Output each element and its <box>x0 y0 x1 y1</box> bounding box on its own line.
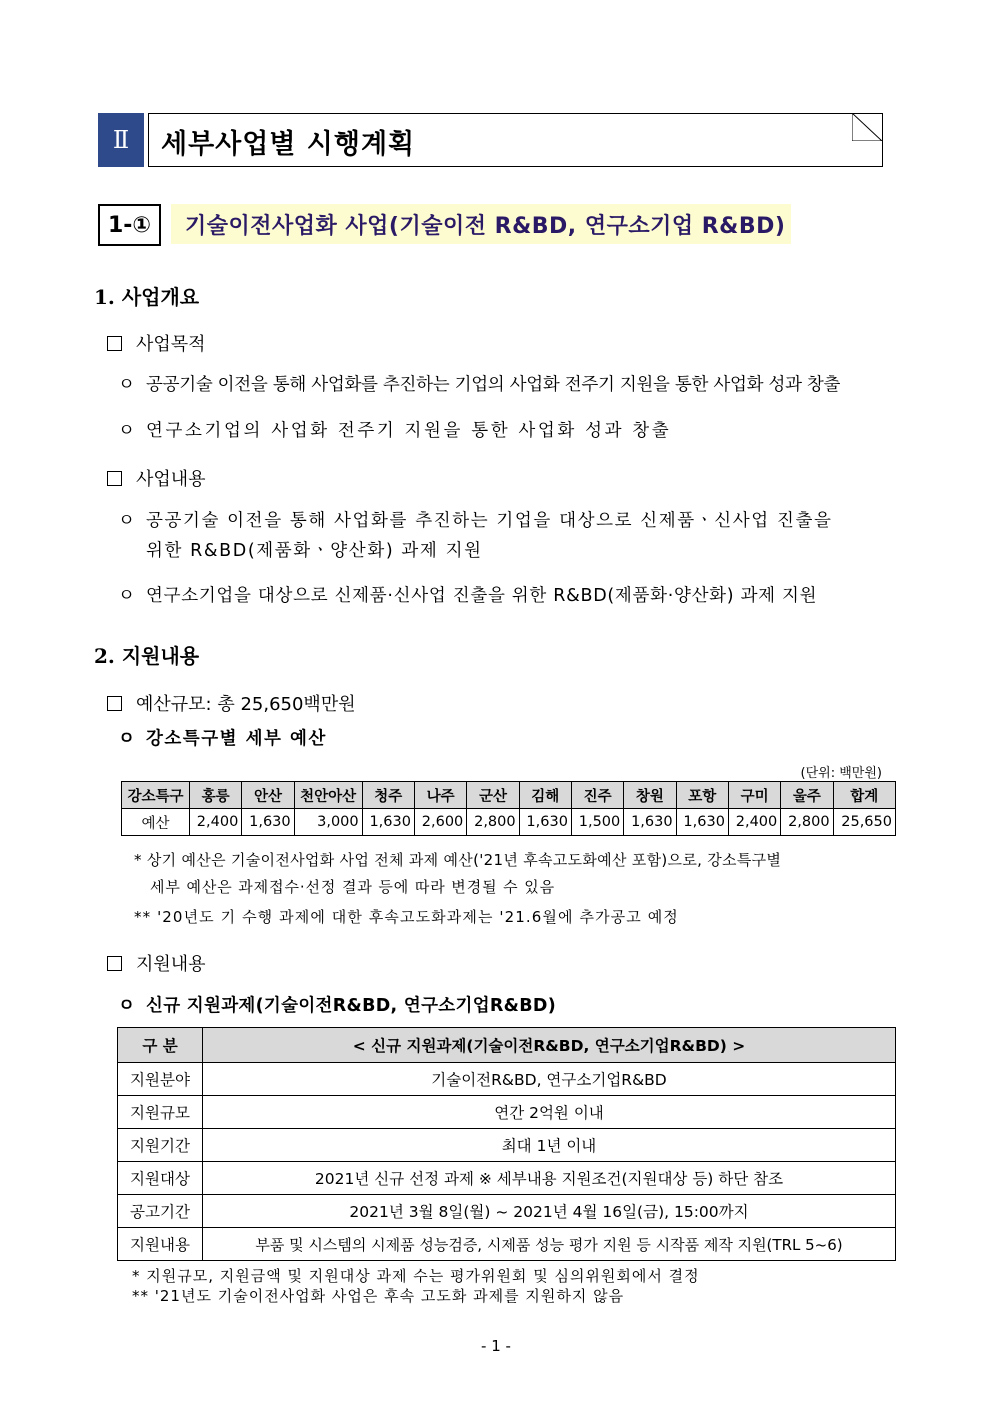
table-cell: 1,630 <box>519 809 571 836</box>
table-cell: 최대 1년 이내 <box>203 1129 896 1162</box>
table-header-cell: 구 분 <box>118 1028 203 1063</box>
table-cell: 1,630 <box>676 809 728 836</box>
circle-bullet-icon: ㅇ <box>118 996 135 1016</box>
table-cell: 연간 2억원 이내 <box>203 1096 896 1129</box>
table-cell: 부품 및 시스템의 시제품 성능검증, 시제품 성능 평가 지원 등 시작품 제작 지원(TRL 5~6) <box>203 1228 896 1261</box>
table-cell: 25,650 <box>833 809 895 836</box>
budget-table <box>121 781 896 836</box>
purpose-label: 사업목적 <box>136 334 206 355</box>
circle-bullet-icon: ㅇ <box>118 375 135 395</box>
content-item-1-cont: 위한 R&BD(제품화ㆍ양산화) 과제 지원 <box>146 541 483 561</box>
table-cell: 지원대상 <box>118 1162 203 1195</box>
circle-bullet-icon: ㅇ <box>118 586 135 606</box>
table-cell: 1,630 <box>362 809 414 836</box>
district-heading: 강소특구별 세부 예산 <box>146 729 327 749</box>
table-cell: 지원기간 <box>118 1129 203 1162</box>
table-header-cell: 강소특구 <box>122 782 190 809</box>
table-header-cell: 김해 <box>519 782 571 809</box>
table-row <box>118 1195 896 1228</box>
checkbox-square-icon <box>107 696 122 711</box>
content-label-item <box>107 465 206 491</box>
checkbox-square-icon <box>107 471 122 486</box>
table-header-row <box>122 782 896 809</box>
budget-note-2: ** '20년도 기 수행 과제에 대한 후속고도화과제는 '21.6월에 추가공고 예정 <box>134 908 679 926</box>
table-cell: 2,400 <box>189 809 241 836</box>
table-header-cell: 천안아산 <box>294 782 362 809</box>
table-header-cell: 울주 <box>781 782 833 809</box>
purpose-item-2: 연구소기업의 사업화 전주기 지원을 통한 사업화 성과 창출 <box>146 421 672 441</box>
table-cell: 3,000 <box>294 809 362 836</box>
table-header-row <box>118 1028 896 1063</box>
table-cell: 2021년 3월 8일(월) ~ 2021년 4월 16일(금), 15:00까지 <box>203 1195 896 1228</box>
checkbox-square-icon <box>107 956 122 971</box>
table-header-cell: 군산 <box>467 782 519 809</box>
table-cell: 기술이전R&BD, 연구소기업R&BD <box>203 1063 896 1096</box>
table-row <box>118 1228 896 1261</box>
table-header-cell: 청주 <box>362 782 414 809</box>
content-label: 사업내용 <box>136 469 206 490</box>
table-header-cell: 포항 <box>676 782 728 809</box>
content-item-2: 연구소기업을 대상으로 신제품·신사업 진출을 위한 R&BD(제품화·양산화) 과제 지원 <box>146 586 818 606</box>
content-item-1: 공공기술 이전을 통해 사업화를 추진하는 기업을 대상으로 신제품ㆍ신사업 진출을 <box>146 511 833 531</box>
circle-bullet-icon: ㅇ <box>118 421 135 441</box>
detail-label: 지원내용 <box>136 954 206 975</box>
table-cell: 2,400 <box>728 809 780 836</box>
table-cell: 지원분야 <box>118 1063 203 1096</box>
detail-label-item <box>107 950 206 976</box>
table-header-cell: 창원 <box>624 782 676 809</box>
table-cell: 2021년 신규 선정 과제 ※ 세부내용 지원조건(지원대상 등) 하단 참조 <box>203 1162 896 1195</box>
circle-bullet-icon: ㅇ <box>118 511 135 531</box>
table-cell: 1,500 <box>571 809 623 836</box>
footnote-1: * 지원규모, 지원금액 및 지원대상 과제 수는 평가위원회 및 심의위원회에서 결정 <box>132 1267 700 1285</box>
table-header-cell: 합계 <box>833 782 895 809</box>
table-row <box>118 1162 896 1195</box>
section-title-box <box>148 113 883 167</box>
table-header-cell: 나주 <box>414 782 466 809</box>
unit-label: (단위: 백만원) <box>800 766 882 781</box>
purpose-label-item <box>107 330 206 356</box>
checkbox-square-icon <box>107 336 122 351</box>
table-row <box>118 1096 896 1129</box>
table-cell: 1,630 <box>242 809 294 836</box>
table-cell: 2,800 <box>467 809 519 836</box>
table-cell: 지원내용 <box>118 1228 203 1261</box>
section-number: Ⅱ <box>98 113 144 167</box>
table-row <box>118 1129 896 1162</box>
circle-bullet-icon: ㅇ <box>118 729 135 749</box>
subsection-number: 1-① <box>98 204 161 246</box>
table-cell: 공고기간 <box>118 1195 203 1228</box>
table-cell: 2,800 <box>781 809 833 836</box>
table-cell: 2,600 <box>414 809 466 836</box>
overview-heading: 1. 사업개요 <box>94 285 200 309</box>
budget-label: 예산규모: 총 25,650백만원 <box>136 694 356 715</box>
support-heading: 2. 지원내용 <box>94 644 200 668</box>
section-header <box>98 113 882 167</box>
budget-note-1-cont: 세부 예산은 과제접수·선정 결과 등에 따라 변경될 수 있음 <box>150 878 555 896</box>
folded-corner-icon <box>852 113 882 141</box>
subsection-title: 기술이전사업화 사업(기술이전 R&BD, 연구소기업 R&BD) <box>171 204 791 244</box>
budget-label-item <box>107 690 356 716</box>
table-cell: 예산 <box>122 809 190 836</box>
table-header-cell: 안산 <box>242 782 294 809</box>
table-header-cell: 진주 <box>571 782 623 809</box>
task-table <box>117 1027 896 1261</box>
page-number: - 1 - <box>481 1337 511 1355</box>
table-header-cell: < 신규 지원과제(기술이전R&BD, 연구소기업R&BD) > <box>203 1028 896 1063</box>
new-task-heading: 신규 지원과제(기술이전R&BD, 연구소기업R&BD) <box>146 996 557 1016</box>
table-cell: 지원규모 <box>118 1096 203 1129</box>
purpose-item-1: 공공기술 이전을 통해 사업화를 추진하는 기업의 사업화 전주기 지원을 통한 사업화 성과 창출 <box>146 375 841 395</box>
table-row <box>122 809 896 836</box>
footnote-2: ** '21년도 기술이전사업화 사업은 후속 고도화 과제를 지원하지 않음 <box>132 1287 625 1305</box>
table-cell: 1,630 <box>624 809 676 836</box>
budget-note-1: * 상기 예산은 기술이전사업화 사업 전체 과제 예산('21년 후속고도화예산 포함)으로, 강소특구별 <box>134 851 782 869</box>
table-row <box>118 1063 896 1096</box>
table-header-cell: 구미 <box>728 782 780 809</box>
section-title: 세부사업별 시행계획 <box>161 129 416 160</box>
table-header-cell: 홍릉 <box>189 782 241 809</box>
